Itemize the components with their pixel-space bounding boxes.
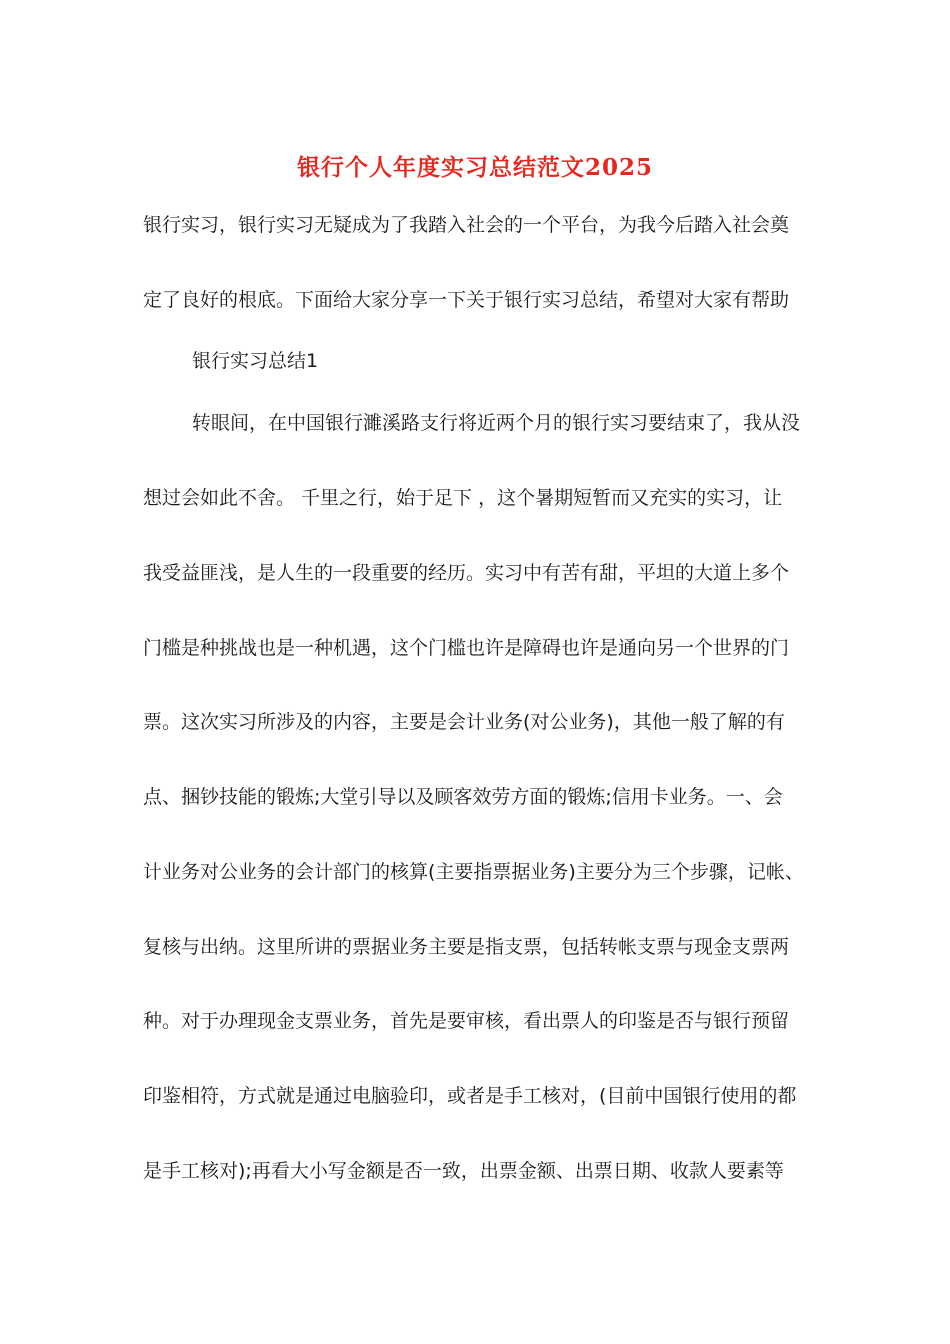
paragraph-line: 想过会如此不舍。 千里之行，始于足下 ，这个暑期短暂而又充实的实习，让 (143, 487, 783, 509)
section-heading: 银行实习总结1 (192, 350, 319, 372)
paragraph-line: 种。对于办理现金支票业务，首先是要审核，看出票人的印鉴是否与银行预留 (143, 1010, 790, 1032)
paragraph-line: 我受益匪浅，是人生的一段重要的经历。实习中有苦有甜，平坦的大道上多个 (143, 562, 790, 584)
paragraph-line: 印鉴相符，方式就是通过电脑验印，或者是手工核对，(目前中国银行使用的都 (143, 1085, 797, 1107)
paragraph-line: 计业务对公业务的会计部门的核算(主要指票据业务)主要分为三个步骤，记帐、 (143, 861, 804, 883)
paragraph-line: 复核与出纳。这里所讲的票据业务主要是指支票，包括转帐支票与现金支票两 (143, 936, 790, 958)
paragraph-line: 票。这次实习所涉及的内容，主要是会计业务(对公业务)，其他一般了解的有 (143, 711, 785, 733)
paragraph-line: 转眼间，在中国银行濉溪路支行将近两个月的银行实习要结束了，我从没 (192, 412, 801, 434)
paragraph-line: 定了良好的根底。下面给大家分享一下关于银行实习总结，希望对大家有帮助 (143, 289, 790, 311)
paragraph-line: 点、捆钞技能的锻炼;大堂引导以及顾客效劳方面的锻炼;信用卡业务。一、会 (143, 786, 783, 808)
paragraph-line: 是手工核对);再看大小写金额是否一致，出票金额、出票日期、收款人要素等 (143, 1160, 784, 1182)
document-title: 银行个人年度实习总结范文2025 (296, 154, 653, 181)
paragraph-line: 银行实习，银行实习无疑成为了我踏入社会的一个平台，为我今后踏入社会奠 (143, 214, 790, 236)
paragraph-line: 门槛是种挑战也是一种机遇，这个门槛也许是障碍也许是通向另一个世界的门 (143, 637, 790, 659)
